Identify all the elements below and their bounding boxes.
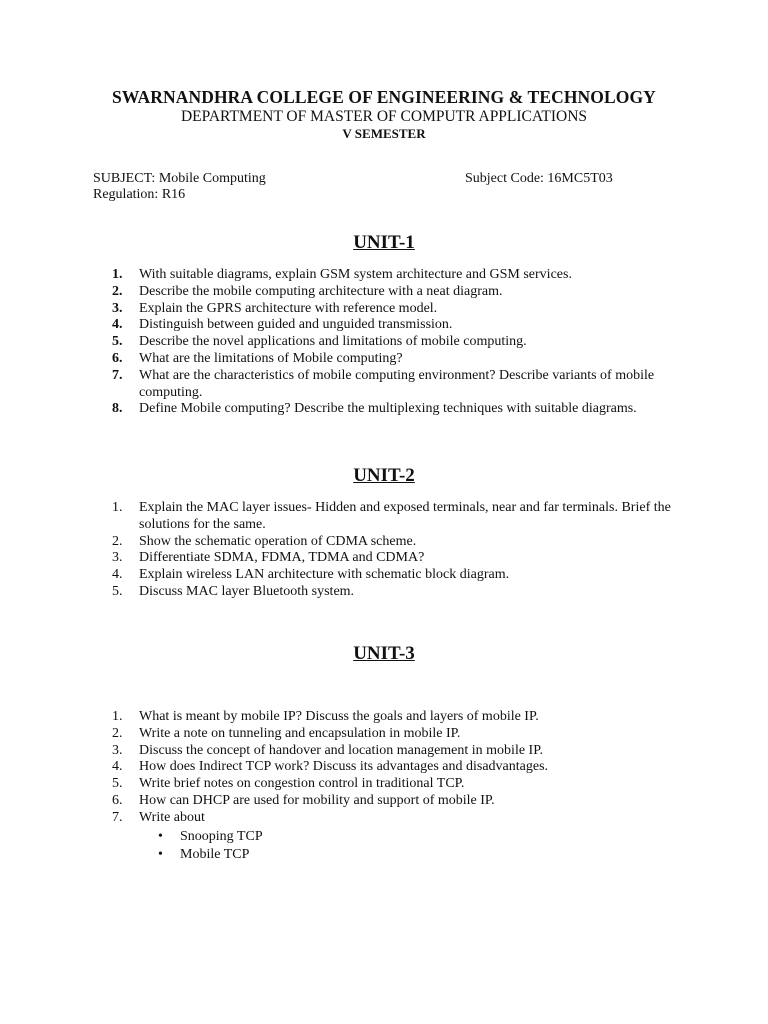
question-item <box>100 368 680 402</box>
question-text: Define Mobile computing? Describe the multiplexing techniques with suitable diagrams. <box>139 401 637 417</box>
question-item <box>100 726 680 743</box>
bullet-item <box>158 828 680 846</box>
question-text: Write brief notes on congestion control in traditional TCP. <box>139 776 465 792</box>
bullet-list <box>158 828 680 864</box>
question-number: 1. <box>112 709 123 724</box>
question-number: 4. <box>112 567 123 583</box>
question-item <box>100 567 680 584</box>
bullet-text: Snooping TCP <box>180 828 263 844</box>
question-item <box>100 810 680 864</box>
question-text: Write about <box>139 809 205 825</box>
question-text: Discuss the concept of handover and location management in mobile IP. <box>139 742 543 758</box>
question-text: Explain wireless LAN architecture with schematic block diagram. <box>139 567 510 583</box>
question-text: With suitable diagrams, explain GSM system architecture and GSM services. <box>139 267 572 282</box>
question-number: 1. <box>112 500 123 515</box>
question-item <box>100 793 680 810</box>
question-item <box>100 550 680 567</box>
question-text: Explain the MAC layer issues- Hidden and exposed terminals, near and far terminals. Brief the solutions for the same. <box>139 500 671 532</box>
question-text: Describe the mobile computing architecture with a neat diagram. <box>139 283 503 299</box>
unit-1-title: UNIT-1 <box>353 232 415 253</box>
question-number: 5. <box>112 583 123 599</box>
subject-code-label: Subject Code: 16MC5T03 <box>465 171 613 186</box>
question-text: Differentiate SDMA, FDMA, TDMA and CDMA? <box>139 550 425 566</box>
unit-1-question-list <box>100 267 680 418</box>
unit-2-question-list <box>100 500 680 601</box>
question-item <box>100 284 680 301</box>
question-number: 7. <box>112 367 123 383</box>
subject-label: SUBJECT: Mobile Computing <box>93 171 266 186</box>
question-text: Distinguish between guided and unguided transmission. <box>139 317 453 333</box>
unit-2-title: UNIT-2 <box>353 465 415 486</box>
question-item <box>100 500 680 534</box>
question-item <box>100 351 680 368</box>
question-number: 2. <box>112 283 123 299</box>
question-item <box>100 743 680 760</box>
question-item <box>100 401 680 418</box>
question-number: 7. <box>112 809 123 825</box>
question-number: 5. <box>112 776 123 792</box>
question-number: 3. <box>112 550 123 566</box>
question-item <box>100 301 680 318</box>
question-text: How can DHCP are used for mobility and support of mobile IP. <box>139 792 495 808</box>
question-number: 3. <box>112 300 123 316</box>
question-text: Describe the novel applications and limitations of mobile computing. <box>139 334 527 350</box>
question-number: 6. <box>112 350 123 366</box>
question-text: Discuss MAC layer Bluetooth system. <box>139 583 355 599</box>
bullet-item <box>158 846 680 864</box>
question-number: 4. <box>112 759 123 775</box>
question-item <box>100 534 680 551</box>
bullet-dot-icon: • <box>158 846 163 862</box>
question-text: What are the characteristics of mobile computing environment? Describe variants of mobile computing. <box>139 367 655 400</box>
question-item <box>100 334 680 351</box>
question-text: How does Indirect TCP work? Discuss its advantages and disadvantages. <box>139 759 549 775</box>
question-item <box>100 267 680 284</box>
unit-3-title: UNIT-3 <box>353 643 415 664</box>
question-item <box>100 759 680 776</box>
question-item <box>100 776 680 793</box>
question-number: 1. <box>112 267 123 282</box>
question-number: 4. <box>112 317 123 333</box>
question-number: 3. <box>112 742 123 758</box>
question-text: What are the limitations of Mobile computing? <box>139 350 403 366</box>
question-number: 8. <box>112 401 123 417</box>
semester-label: V SEMESTER <box>342 126 426 141</box>
regulation-label: Regulation: R16 <box>93 187 186 202</box>
question-text: Show the schematic operation of CDMA scheme. <box>139 533 417 549</box>
question-item <box>100 709 680 726</box>
department-name: DEPARTMENT OF MASTER OF COMPUTR APPLICATIONS <box>180 108 588 125</box>
question-number: 2. <box>112 725 123 741</box>
bullet-text: Mobile TCP <box>180 846 250 862</box>
question-number: 6. <box>112 792 123 808</box>
unit-3-question-list <box>100 709 680 864</box>
question-number: 2. <box>112 533 123 549</box>
question-item <box>100 317 680 334</box>
bullet-dot-icon: • <box>158 828 163 844</box>
question-text: What is meant by mobile IP? Discuss the goals and layers of mobile IP. <box>139 709 539 724</box>
question-item <box>100 584 680 601</box>
question-text: Explain the GPRS architecture with reference model. <box>139 300 438 316</box>
college-name: SWARNANDHRA COLLEGE OF ENGINEERING & TECHNOLOGY <box>112 87 656 107</box>
question-number: 5. <box>112 334 123 350</box>
question-text: Write a note on tunneling and encapsulation in mobile IP. <box>139 725 461 741</box>
